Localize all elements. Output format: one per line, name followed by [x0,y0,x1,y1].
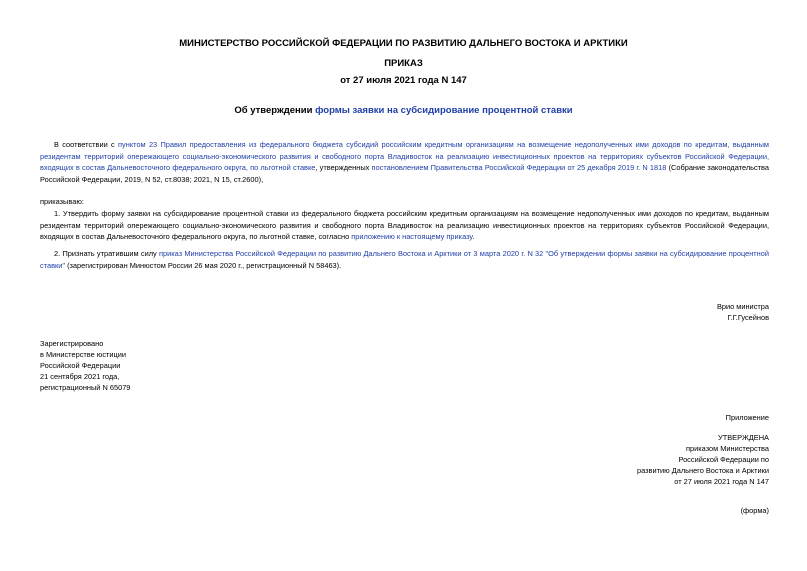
approval-line: Российской Федерации по [678,455,769,464]
page-title [0,105,807,116]
registration-line: 21 сентября 2021 года, [40,372,120,381]
item-2-text: 2. Признать утратившим силу [54,249,160,258]
approval-line: УТВЕРЖДЕНА [718,433,769,442]
ministry-heading: МИНИСТЕРСТВО РОССИЙСКОЙ ФЕДЕРАЦИИ ПО РАЗВИТИЮ ДАЛЬНЕГО ВОСТОКА И АРКТИКИ [179,38,628,49]
resolution-link[interactable]: постановлением Правительства Российской Федерации от 25 декабря 2019 г. N 1818 [371,163,667,173]
item-1-end: . [472,232,475,242]
signature-block [717,301,769,323]
item-2-end: (зарегистрирован Минюстом России 26 мая 2020 г., регистрационный N 58463). [65,260,342,270]
preamble-text-1: В соответствии с [54,140,119,149]
approval-line: приказом Министерства [686,444,769,453]
item-2-paragraph [40,248,769,271]
appendix-link[interactable]: приложению к настоящему приказу [351,232,473,242]
preamble-text-3: (Собрание законодательства Российской Федерации, 2019, N 52, ст.8038; 2021, N 15, ст.2600), [40,163,770,184]
appendix-label: Приложение [725,413,769,422]
item-1-paragraph [40,208,769,243]
form-label: (форма) [740,506,769,515]
registration-line: Зарегистрировано [40,339,104,348]
title-link[interactable]: формы заявки на субсидирование процентной ставки [315,105,573,116]
registration-block [40,338,130,393]
repealed-order-link[interactable]: приказ Министерства Российской Федерации по развитию Дальнего Востока и Арктики от 3 марта 2020 г. N 32 "Об утверждении формы заявки на субсидирование процентной ставки" [40,249,769,270]
preamble-text-2: , утвержденных [315,163,372,173]
registration-line: в Министерстве юстиции [40,350,127,359]
date-number: от 27 июля 2021 года N 147 [340,75,467,86]
title-prefix: Об утверждении [234,105,316,116]
approval-line: от 27 июля 2021 года N 147 [674,477,769,486]
doc-type-heading: ПРИКАЗ [384,58,423,69]
registration-line: регистрационный N 65079 [40,383,131,392]
approval-line: развитию Дальнего Востока и Арктики [637,466,769,475]
approval-block [637,432,769,487]
item-1-text: 1. Утвердить форму заявки на субсидирование процентной ставки из федерального бюджета российским кредитным организациям на возмещение недополученных ими доходов по кредитам, выданным резидентам территорий опережающего социально-экономического развития и свободного порта Владивосток на реализацию инвестиционных проектов на территориях субъектов Российской Федерации, входящих в состав Дальневосточного федерального округа, по льготной ставке, согласно [40,209,769,242]
rules-link[interactable]: пунктом 23 Правил предоставления из федерального бюджета субсидий российским кредитным организациям на возмещение недополученных ими доходов по кредитам, выданным резидентам территорий опережающего социально-экономического развития и свободного порта Владивосток на реализацию инвестиционных проектов на территориях субъектов Российской Федерации, входящих в состав Дальневосточного федерального округа, по льготной ставке [40,140,770,173]
signature-position: Врио министра [716,302,769,311]
preamble-paragraph [40,139,769,185]
signature-name: Г.Г.Гусейнов [727,313,769,322]
registration-line: Российской Федерации [40,361,121,370]
order-word: приказываю: [40,197,84,206]
